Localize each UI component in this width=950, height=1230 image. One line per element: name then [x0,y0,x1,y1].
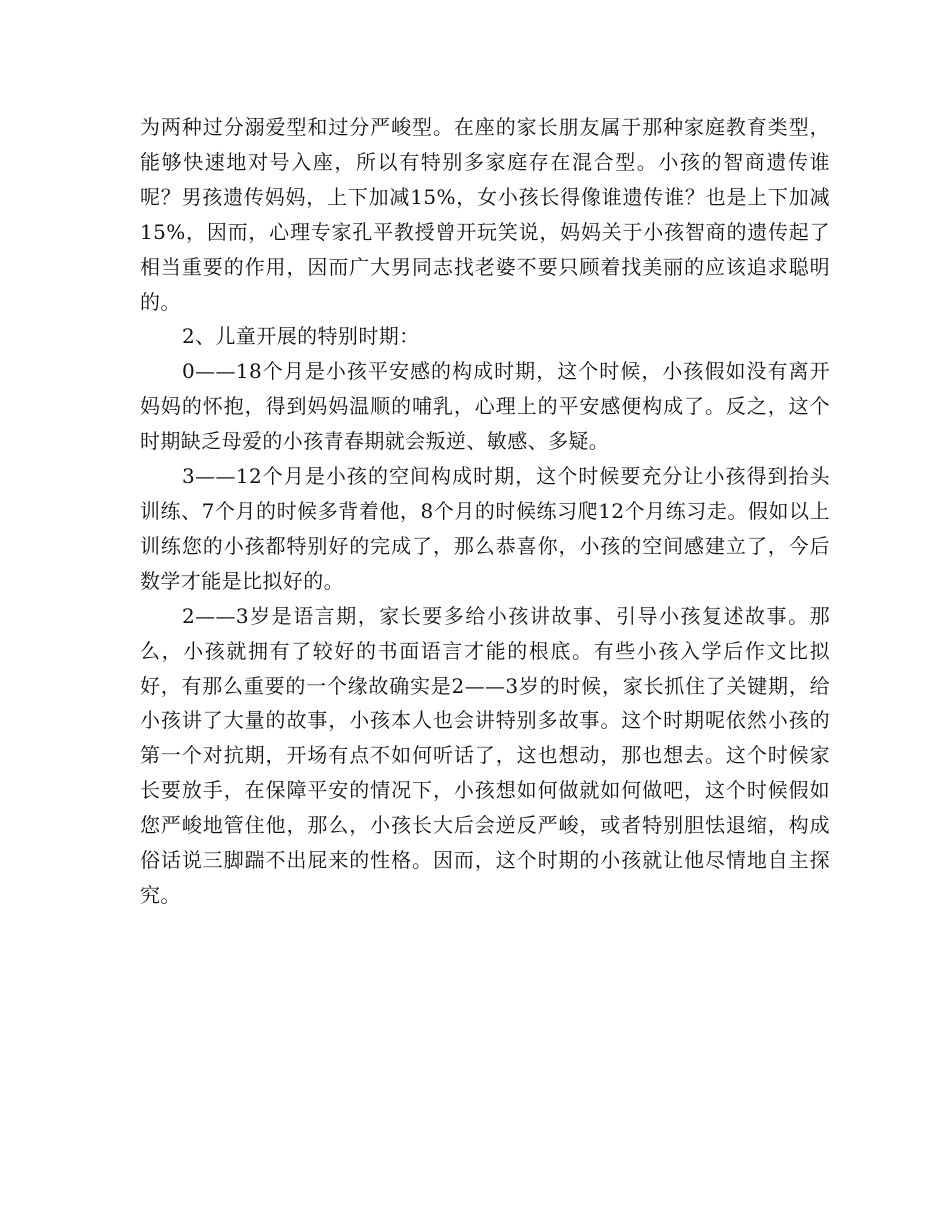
section-heading: 2、儿童开展的特别时期： [182,324,420,349]
paragraph-space-period: 3——12个月是小孩的空间构成时期，这个时候要充分让小孩得到抬头训练、7个月的时候多背着他，8个月的时候练习爬12个月练习走。假如以上训练您的小孩都特别好的完成了，那么恭喜你，小孩的空间感建立了，今后数学才能是比拟好的。 [140,464,830,593]
document-body [140,110,830,913]
paragraph-security-period: 0——18个月是小孩平安感的构成时期，这个时候，小孩假如没有离开妈妈的怀抱，得到妈妈温顺的哺乳，心理上的平安感便构成了。反之，这个时期缺乏母爱的小孩青春期就会叛逆、敏感、多疑。 [140,359,830,454]
paragraph-language-period: 2——3岁是语言期，家长要多给小孩讲故事、引导小孩复述故事。那么，小孩就拥有了较好的书面语言才能的根底。有些小孩入学后作文比拟好，有那么重要的一个缘故确实是2——3岁的时候，家长抓住了关键期，给小孩讲了大量的故事，小孩本人也会讲特别多故事。这个时期呢依然小孩的第一个对抗期，开场有点不如何听话了，这也想动，那也想去。这个时候家长要放手，在保障平安的情况下，小孩想如何做就如何做吧，这个时候假如您严峻地管住他，那么，小孩长大后会逆反严峻，或者特别胆怯退缩，构成俗话说三脚踹不出屁来的性格。因而，这个时期的小孩就让他尽情地自主探究。 [140,603,830,907]
paragraph-continuation: 为两种过分溺爱型和过分严峻型。在座的家长朋友属于那种家庭教育类型，能够快速地对号入座，所以有特别多家庭存在混合型。小孩的智商遗传谁呢？男孩遗传妈妈，上下加减15%，女小孩长得像谁遗传谁？也是上下加减15%，因而，心理专家孔平教授曾开玩笑说，妈妈关于小孩智商的遗传起了相当重要的作用，因而广大男同志找老婆不要只顾着找美丽的应该追求聪明的。 [140,115,830,314]
